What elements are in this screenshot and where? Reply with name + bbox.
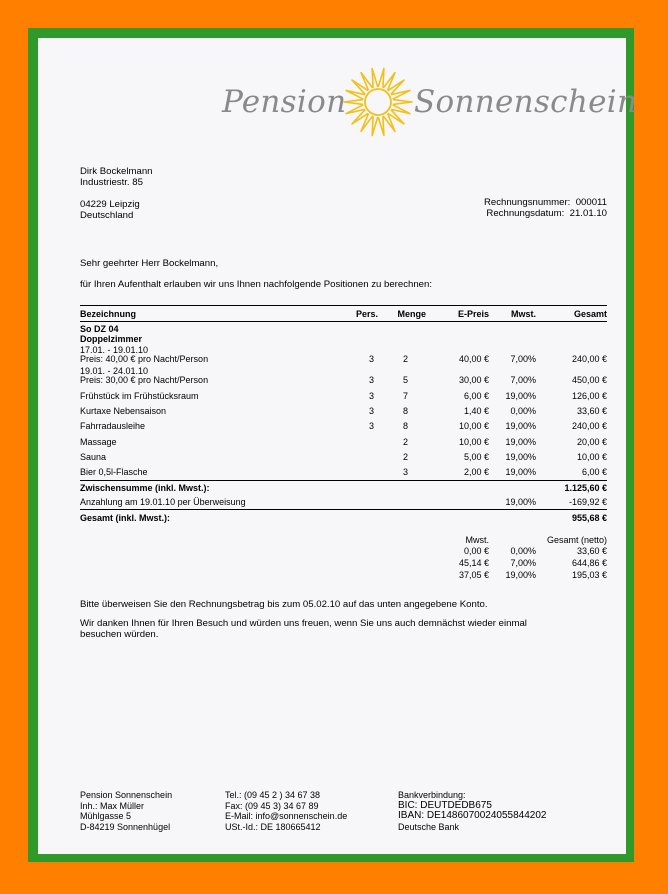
table-header <box>80 309 607 320</box>
closing-text: Wir danken Ihnen für Ihren Besuch und würden uns freuen, wenn Sie uns auch demnächst wieder einmal besuchen würden. <box>80 618 527 640</box>
logo-text-left: Pension <box>222 84 347 120</box>
intro-text: für Ihren Aufenthalt erlauben wir uns Ihnen nachfolgende Positionen zu berechnen: <box>80 279 433 290</box>
invoice-number: 000011 <box>575 197 607 208</box>
invoice-number-label: Rechnungsnummer: <box>483 197 571 208</box>
tax-summary-row: 37,05 € 19,00% 195,03 € <box>458 570 607 580</box>
subtotal-row: Zwischensumme (inkl. Mwst.): 1.125,60 € <box>80 483 607 493</box>
table-row: Massage 2 10,00 € 19,00% 20,00 € <box>80 437 607 447</box>
header-bezeichnung: Bezeichnung <box>80 309 137 319</box>
table-row: Bier 0,5l-Flasche 3 2,00 € 19,00% 6,00 € <box>80 467 607 477</box>
room-period-1: 17.01. - 19.01.10 <box>80 345 149 355</box>
deposit-row: Anzahlung am 19.01.10 per Überweisung 19,00% -169,92 € <box>80 497 607 507</box>
recipient-street: Industriestr. 85 <box>80 177 143 188</box>
recipient-country: Deutschland <box>80 210 134 221</box>
footer-company: Pension Sonnenschein Inh.: Max Müller Mühlgasse 5 D-84219 Sonnenhügel <box>80 790 173 832</box>
header-pers: Pers. <box>355 309 378 319</box>
sun-ray <box>372 116 378 135</box>
sun-icon <box>340 64 416 140</box>
invoice-meta <box>420 197 607 219</box>
header-epreis: E-Preis <box>457 309 489 319</box>
salutation: Sehr geehrter Herr Bockelmann, <box>80 258 219 269</box>
total-row: Gesamt (inkl. Mwst.): 955,68 € <box>80 513 607 523</box>
sun-ray <box>372 69 378 88</box>
header-mwst: Mwst. <box>510 309 536 319</box>
footer-email-link[interactable]: E-Mail: info@sonnenschein.de <box>225 811 348 822</box>
table-row: Kurtaxe Nebensaison 3 8 1,40 € 0,00% 33,60 € <box>80 406 607 416</box>
sun-ray <box>378 116 384 135</box>
room-subtitle: Doppelzimmer <box>80 334 143 344</box>
sun-ray <box>344 100 363 105</box>
invoice-date-label: Rechnungsdatum: <box>486 208 565 219</box>
table-header-rule <box>80 321 607 322</box>
table-row: Preis: 30,00 € pro Nacht/Person 3 5 30,00 € 7,00% 450,00 € <box>80 375 607 385</box>
recipient-city: 04229 Leipzig <box>80 199 140 210</box>
table-row: Frühstück im Frühstücksraum 3 7 6,00 € 19,00% 126,00 € <box>80 391 607 401</box>
subtotal-rule <box>80 480 607 481</box>
table-row: Preis: 40,00 € pro Nacht/Person 3 2 40,00 € 7,00% 240,00 € <box>80 354 607 364</box>
invoice-date: 21.01.10 <box>569 208 607 219</box>
room-title: So DZ 04 <box>80 324 119 334</box>
recipient-name: Dirk Bockelmann <box>80 166 153 177</box>
sun-ray <box>393 100 412 105</box>
header-menge: Menge <box>397 309 426 319</box>
header-gesamt: Gesamt <box>573 309 607 319</box>
logo-text-right: Sonnenschein <box>414 84 638 120</box>
table-row: Fahrradausleihe 3 8 10,00 € 19,00% 240,00 € <box>80 421 607 431</box>
tax-summary-row: 45,14 € 7,00% 644,86 € <box>458 558 607 568</box>
tax-summary-row: 0,00 € 0,00% 33,60 € <box>463 546 607 556</box>
room-period-2: 19.01. - 24.01.10 <box>80 366 149 376</box>
sun-ray <box>378 69 384 88</box>
footer-bank: Bankverbindung: BIC: DEUTDEDB675 IBAN: DE1486070024055844202 Deutsche Bank <box>398 790 547 832</box>
table-row: Sauna 2 5,00 € 19,00% 10,00 € <box>80 452 607 462</box>
recipient-address <box>80 166 153 221</box>
table-top-rule <box>80 305 607 306</box>
total-rule <box>80 509 607 510</box>
tax-summary-header: Mwst. Gesamt (netto) <box>465 535 607 545</box>
footer-contact: Tel.: (09 45 2 ) 34 67 38 Fax: (09 45 3) 34 67 89 E-Mail: info@sonnenschein.de USt.-Id.: DE 180665412 <box>225 790 348 832</box>
payment-note: Bitte überweisen Sie den Rechnungsbetrag bis zum 05.02.10 auf das unten angegebene Konto. <box>80 599 488 610</box>
